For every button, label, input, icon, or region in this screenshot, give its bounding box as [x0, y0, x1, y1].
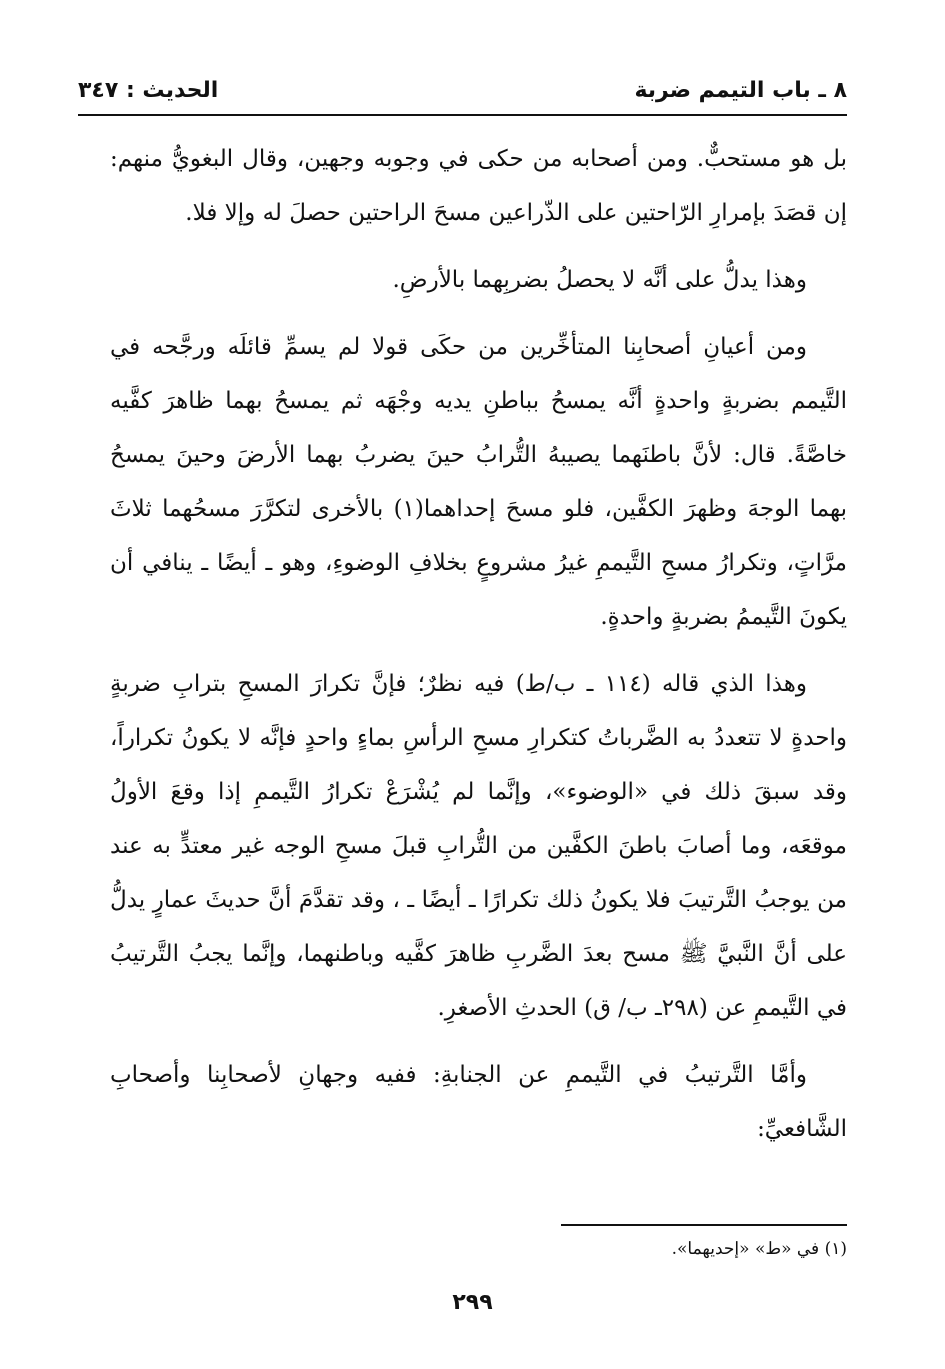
running-header: [78, 70, 847, 110]
paragraph-2: وهذا يدلُّ على أنَّه لا يحصلُ بضربِهما بالأرضِ.: [392, 267, 807, 293]
header-divider: [78, 114, 847, 116]
main-text: [110, 132, 847, 1169]
footnote: (١) في «ط» «إحديهما».: [671, 1239, 847, 1259]
footnote-divider: [561, 1224, 847, 1226]
paragraph-4: وهذا الذي قاله (١١٤ ـ ب/ط) فيه نظرٌ؛ فإنَّ تكرارَ المسحِ بترابِ ضربةٍ واحدةٍ لا تتعددُ به الضَّرباتُ كتكرارِ مسحِ الرأسِ بماءٍ واحدٍ فإنَّه لا يكونُ تكراراً، وقد سبقَ ذلك في «الوضوء»، وإنَّما لم يُشْرَعْ تكرارُ التَّيممِ إذا وقعَ الأولُ موقعَه، وما أصابَ باطنَ الكفَّين من التُّرابِ قبلَ مسحِ الوجه غير معتدٍّ به عند من يوجبُ التَّرتيبَ فلا يكونُ ذلك تكرارًا ـ أيضًا ـ ، وقد تقدَّمَ أنَّ حديثَ عمارٍ يدلُّ على أنَّ النَّبيَّ ﷺ مسح بعدَ الضَّربِ ظاهرَ كفَّيه وباطنهما، وإنَّما يجبُ التَّرتيبُ في التَّيممِ عن (٢٩٨ـ ب/ ق) الحدثِ الأصغرِ.: [110, 671, 847, 1021]
page-number: ٢٩٩: [452, 1290, 493, 1315]
paragraph-3: ومن أعيانِ أصحابِنا المتأخِّرين من حكَى قولا لم يسمِّ قائلَه ورجَّحه في التَّيمم بضربةٍ واحدةٍ أنَّه يمسحُ بباطنِ يديه وجْهَه ثم يمسحُ بهما ظاهرَ كفَّيه خاصَّةً. قال: لأنَّ باطنَهما يصيبهُ التُّرابُ حينَ يضربُ بهما الأرضَ وحينَ يمسحُ بهما الوجهَ وظهرَ الكفَّين، فلو مسحَ إحداهما(١) بالأخرى لتكرَّرَ مسحُهما ثلاثَ مرَّاتٍ، وتكرارُ مسحِ التَّيممِ غيرُ مشروعٍ بخلافِ الوضوءِ، وهو ـ أيضًا ـ ينافي أن يكونَ التَّيممُ بضربةٍ واحدةٍ.: [110, 334, 847, 630]
paragraph-1: بل هو مستحبٌّ. ومن أصحابه من حكى في وجوبه وجهين، وقال البغويُّ منهم: إن قصَدَ بإمرارِ الرّاحتين على الذّراعين مسحَ الراحتين حصلَ له وإلا فلا.: [110, 146, 847, 226]
chapter-title: ٨ ـ باب التيمم ضربة: [634, 77, 847, 103]
hadith-number: الحديث : ٣٤٧: [78, 77, 219, 103]
paragraph-5: وأمَّا التَّرتيبُ في التَّيممِ عن الجنابةِ: ففيه وجهانِ لأصحابِنا وأصحابِ الشَّافعيِّ:: [110, 1062, 847, 1142]
